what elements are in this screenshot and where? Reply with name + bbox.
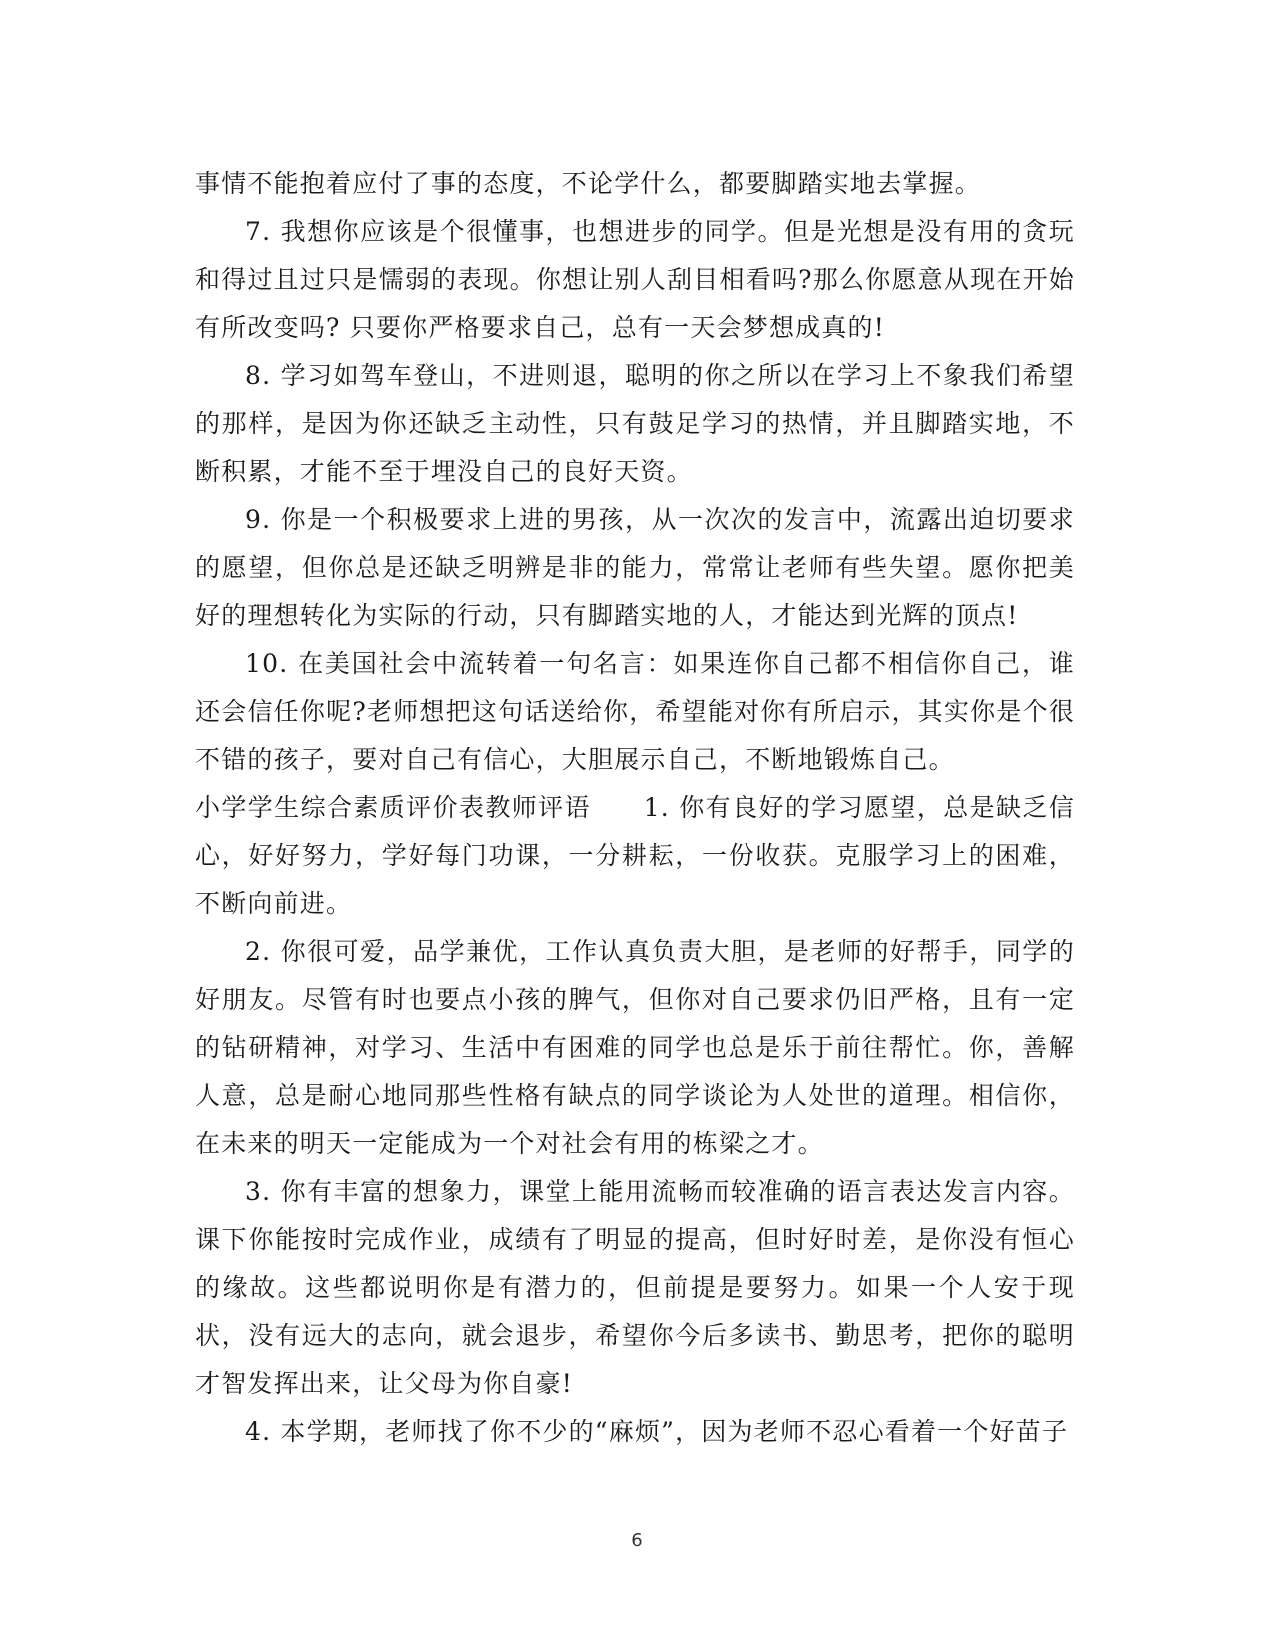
paragraph-comment-7: 7. 我想你应该是个很懂事，也想进步的同学。但是光想是没有用的贪玩和得过且过只是懦弱的表现。你想让别人刮目相看吗?那么你愿意从现在开始有所改变吗? 只要你严格要求自己，总有一天会梦想成真的! [195,217,1075,342]
paragraph-comment-3: 3. 你有丰富的想象力，课堂上能用流畅而较准确的语言表达发言内容。课下你能按时完成作业，成绩有了明显的提高，但时好时差，是你没有恒心的缘故。这些都说明你是有潜力的，但前提是要努力。如果一个人安于现状，没有远大的志向，就会退步，希望你今后多读书、勤思考，把你的聪明才智发挥出来，让父母为你自豪! [195,1177,1075,1398]
paragraph-section-heading-comment-1: 小学学生综合素质评价表教师评语 1. 你有良好的学习愿望，总是缺乏信心，好好努力，学好每门功课，一分耕耘，一份收获。克服学习上的困难，不断向前进。 [195,793,1075,918]
page-number: 6 [631,1530,643,1551]
paragraph-continuation: 事情不能抱着应付了事的态度，不论学什么，都要脚踏实地去掌握。 [195,169,982,198]
paragraph-comment-9: 9. 你是一个积极要求上进的男孩，从一次次的发言中，流露出迫切要求的愿望，但你总是还缺乏明辨是非的能力，常常让老师有些失望。愿你把美好的理想转化为实际的行动，只有脚踏实地的人，才能达到光辉的顶点! [195,505,1075,630]
paragraph-comment-8: 8. 学习如驾车登山，不进则退，聪明的你之所以在学习上不象我们希望的那样，是因为你还缺乏主动性，只有鼓足学习的热情，并且脚踏实地，不断积累，才能不至于埋没自己的良好天资。 [195,361,1075,486]
paragraph-comment-4: 4. 本学期，老师找了你不少的“麻烦”，因为老师不忍心看着一个好苗子 [245,1417,1069,1446]
paragraph-comment-10: 10. 在美国社会中流转着一句名言：如果连你自己都不相信你自己，谁还会信任你呢?老师想把这句话送给你，希望能对你有所启示，其实你是个很不错的孩子，要对自己有信心，大胆展示自己，不断地锻炼自己。 [195,649,1075,774]
body-text [195,160,1075,1456]
paragraph-comment-2: 2. 你很可爱，品学兼优，工作认真负责大胆，是老师的好帮手，同学的好朋友。尽管有时也要点小孩的脾气，但你对自己要求仍旧严格，且有一定的钻研精神，对学习、生活中有困难的同学也总是乐于前往帮忙。你，善解人意，总是耐心地同那些性格有缺点的同学谈论为人处世的道理。相信你，在未来的明天一定能成为一个对社会有用的栋梁之才。 [195,937,1075,1158]
